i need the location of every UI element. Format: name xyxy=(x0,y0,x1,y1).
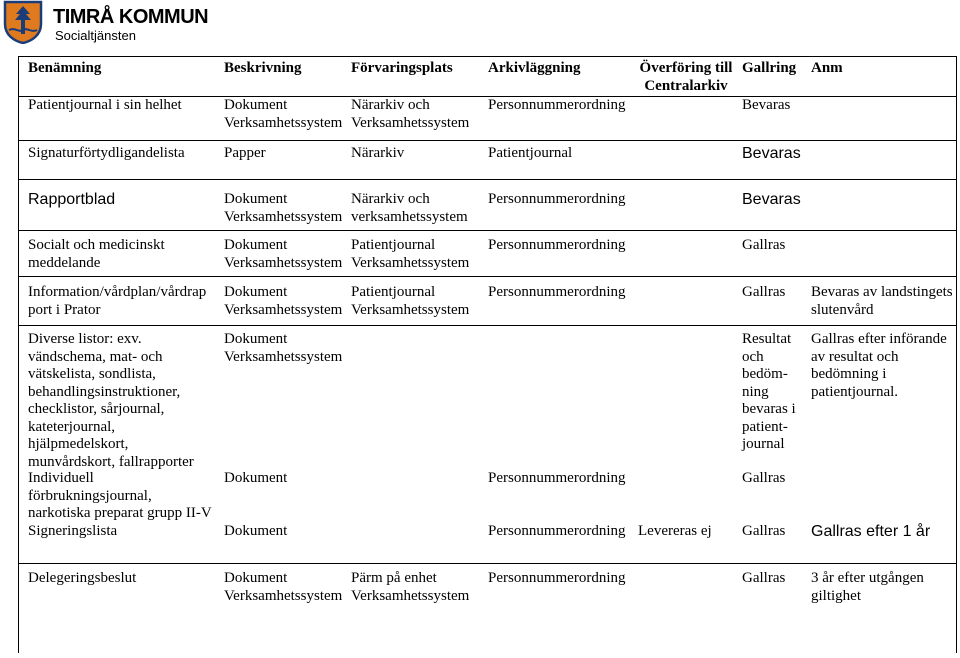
row-divider xyxy=(18,230,956,231)
cell-storage: Pärm på enhet Verksamhetssystem xyxy=(351,570,470,604)
column-header-filing: Arkivläggning xyxy=(488,60,581,76)
row-divider xyxy=(18,325,956,326)
cell-description: Papper xyxy=(224,145,266,161)
cell-name: Delegeringsbeslut xyxy=(28,570,137,586)
crest-icon xyxy=(3,0,43,44)
organization-unit: Socialtjänsten xyxy=(55,28,136,43)
cell-filing: Personnummerordning xyxy=(488,284,626,300)
cell-storage: Patientjournal Verksamhetssystem xyxy=(351,237,470,271)
cell-note: Bevaras av landstingets slutenvård xyxy=(811,284,953,318)
cell-name: Signeringslista xyxy=(28,523,118,539)
row-divider xyxy=(18,140,956,141)
cell-transfer: Levereras ej xyxy=(638,523,712,539)
cell-note: Gallras efter införande av resultat och bedömning i patientjournal. xyxy=(811,331,947,400)
cell-disposal: Gallras xyxy=(742,570,786,586)
organization-name: TIMRÅ KOMMUN xyxy=(53,6,209,28)
cell-description: Dokument Verksamhetssystem xyxy=(224,284,343,318)
cell-disposal: Gallras xyxy=(742,470,786,486)
column-header-description: Beskrivning xyxy=(224,60,302,76)
cell-storage: Patientjournal Verksamhetssystem xyxy=(351,284,470,318)
cell-disposal: Resultat och bedöm- ning bevaras i patient- journal xyxy=(742,331,796,452)
column-header-storage: Förvaringsplats xyxy=(351,60,453,76)
cell-name: Signaturförtydligandelista xyxy=(28,145,185,161)
column-header-transfer: Överföring till Centralarkiv xyxy=(639,60,733,94)
cell-filing: Patientjournal xyxy=(488,145,573,161)
cell-name: Rapportblad xyxy=(28,191,116,208)
cell-disposal: Bevaras xyxy=(742,145,801,162)
cell-storage: Närarkiv och verksamhetssystem xyxy=(351,191,468,225)
cell-disposal: Gallras xyxy=(742,284,786,300)
row-divider xyxy=(18,179,956,180)
column-header-name: Benämning xyxy=(28,60,102,76)
column-header-disposal: Gallring xyxy=(742,60,797,76)
cell-filing: Personnummerordning xyxy=(488,470,626,486)
cell-description: Dokument xyxy=(224,470,288,486)
cell-filing: Personnummerordning xyxy=(488,523,626,539)
cell-description: Dokument Verksamhetssystem xyxy=(224,191,343,225)
cell-disposal: Gallras xyxy=(742,523,786,539)
cell-filing: Personnummerordning xyxy=(488,191,626,207)
cell-description: Dokument xyxy=(224,523,288,539)
column-header-note: Anm xyxy=(811,60,843,76)
cell-name: Patientjournal i sin helhet xyxy=(28,97,182,113)
cell-name: Socialt och medicinskt meddelande xyxy=(28,237,165,271)
cell-storage: Närarkiv och Verksamhetssystem xyxy=(351,97,470,131)
cell-name: Diverse listor: exv. vändschema, mat- och vätskelista, sondlista, behandlingsinstruktioner, checklistor, sårjournal, kateterjournal, hjälpmedelskort, munvårdskort, fallrapporter xyxy=(28,331,194,470)
cell-note: Gallras efter 1 år xyxy=(811,523,931,540)
cell-disposal: Bevaras xyxy=(742,191,801,208)
cell-description: Dokument Verksamhetssystem xyxy=(224,237,343,271)
cell-description: Dokument Verksamhetssystem xyxy=(224,97,343,131)
cell-disposal: Bevaras xyxy=(742,97,791,113)
cell-filing: Personnummerordning xyxy=(488,570,626,586)
cell-description: Dokument Verksamhetssystem xyxy=(224,331,343,365)
cell-description: Dokument Verksamhetssystem xyxy=(224,570,343,604)
row-divider xyxy=(18,563,956,564)
cell-name: Information/vårdplan/vårdrap port i Prator xyxy=(28,284,207,318)
cell-disposal: Gallras xyxy=(742,237,786,253)
cell-note: 3 år efter utgången giltighet xyxy=(811,570,924,604)
page-header xyxy=(0,0,960,48)
row-divider xyxy=(18,276,956,277)
cell-filing: Personnummerordning xyxy=(488,237,626,253)
cell-filing: Personnummerordning xyxy=(488,97,626,113)
cell-name: Individuell förbrukningsjournal, narkotiska preparat grupp II-V xyxy=(28,470,212,521)
cell-storage: Närarkiv xyxy=(351,145,405,161)
